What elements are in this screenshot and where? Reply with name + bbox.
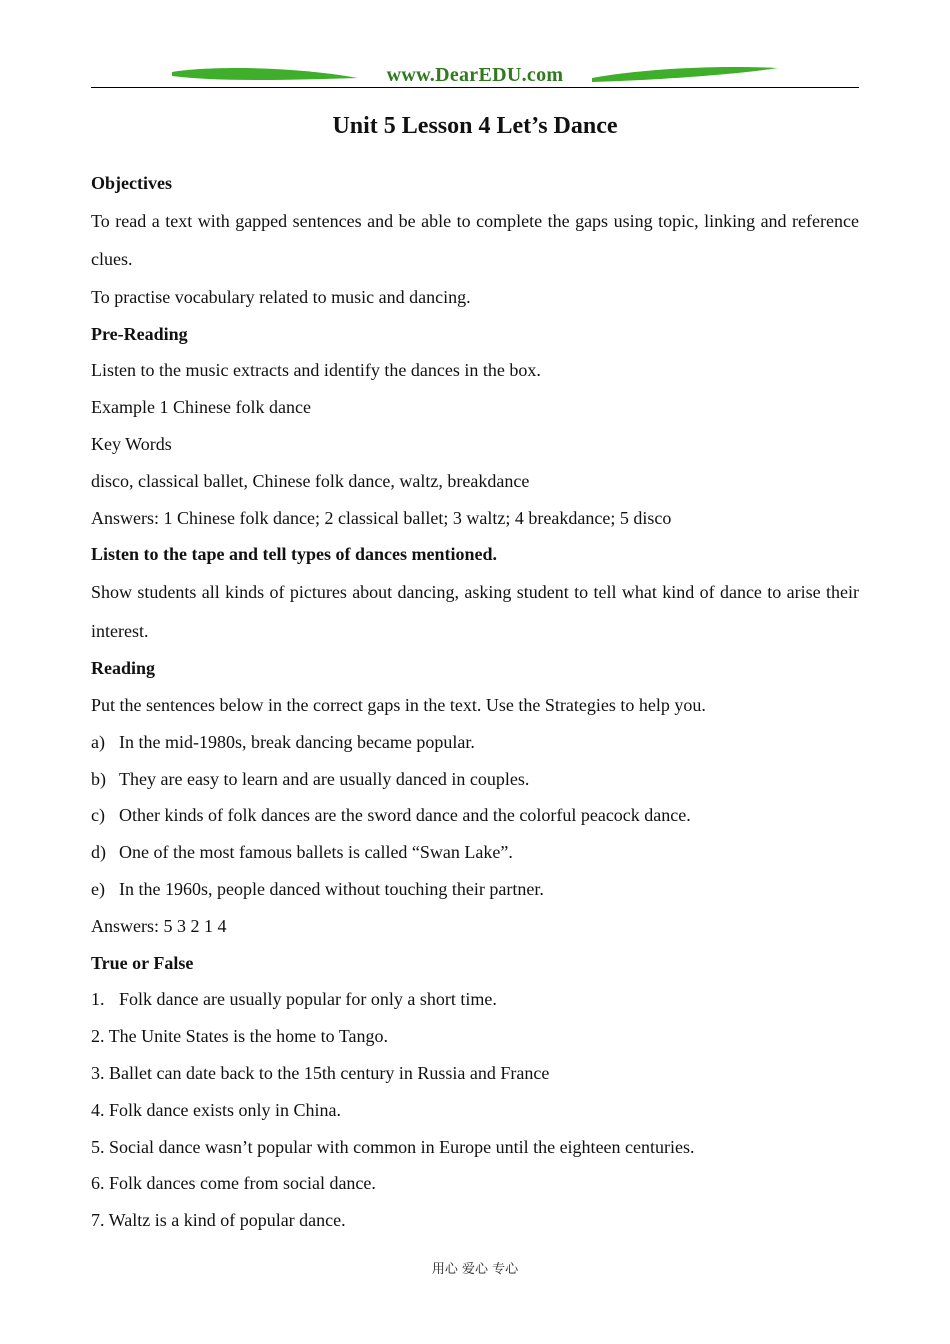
prereading-keywords: disco, classical ballet, Chinese folk dance, waltz, breakdance — [91, 470, 530, 491]
swoosh-right — [590, 60, 780, 90]
page-footer: 用心 爱心 专心 — [431, 1262, 519, 1277]
list-item — [91, 797, 859, 834]
reading-answers: Answers: 5 3 2 1 4 — [91, 915, 227, 936]
heading-prereading: Pre-Reading — [91, 323, 188, 344]
tf-item — [91, 981, 859, 1018]
document-body — [91, 165, 859, 1239]
list-marker: c) — [91, 805, 105, 826]
tf-item: 5. Social dance wasn’t popular with common in Europe until the eighteen centuries. — [91, 1136, 695, 1157]
prereading-keywords-label: Key Words — [91, 433, 172, 454]
heading-listen: Listen to the tape and tell types of dances mentioned. — [91, 544, 497, 565]
heading-reading: Reading — [91, 658, 156, 679]
list-item-text: In the mid-1980s, break dancing became popular. — [119, 731, 475, 752]
heading-objectives: Objectives — [91, 173, 172, 193]
list-marker: 1. — [91, 989, 105, 1010]
page-title: Unit 5 Lesson 4 Let’s Dance — [332, 113, 618, 139]
list-item — [91, 761, 859, 798]
swoosh-left — [170, 60, 360, 90]
tf-item: 2. The Unite States is the home to Tango. — [91, 1026, 389, 1047]
tf-item: 4. Folk dance exists only in China. — [91, 1099, 341, 1120]
list-marker: e) — [91, 878, 105, 899]
list-item-text: One of the most famous ballets is called “Swan Lake”. — [119, 842, 513, 863]
reading-instruction: Put the sentences below in the correct gaps in the text. Use the Strategies to help you. — [91, 694, 706, 715]
list-marker: a) — [91, 731, 105, 752]
list-marker: d) — [91, 842, 106, 863]
list-item — [91, 871, 859, 908]
objectives-paragraph-2: To practise vocabulary related to music and dancing. — [91, 286, 471, 307]
list-item — [91, 724, 859, 761]
prereading-line-1: Listen to the music extracts and identify the dances in the box. — [91, 360, 541, 381]
site-logo[interactable] — [170, 60, 780, 90]
site-logo-text: www.DearEDU.com — [386, 64, 564, 86]
listen-paragraph: Show students all kinds of pictures about dancing, asking student to tell what kind of dance to arise their interest. — [91, 582, 859, 641]
prereading-answers: Answers: 1 Chinese folk dance; 2 classical ballet; 3 waltz; 4 breakdance; 5 disco — [91, 507, 672, 528]
list-item-text: They are easy to learn and are usually danced in couples. — [119, 768, 530, 789]
list-item-text: In the 1960s, people danced without touching their partner. — [119, 878, 544, 899]
list-item — [91, 834, 859, 871]
list-item-text: Folk dance are usually popular for only a short time. — [119, 989, 497, 1010]
tf-item: 6. Folk dances come from social dance. — [91, 1173, 376, 1194]
list-marker: b) — [91, 768, 106, 789]
tf-item: 3. Ballet can date back to the 15th century in Russia and France — [91, 1062, 550, 1083]
prereading-example: Example 1 Chinese folk dance — [91, 397, 311, 418]
heading-true-false: True or False — [91, 952, 194, 973]
tf-item: 7. Waltz is a kind of popular dance. — [91, 1210, 346, 1231]
objectives-paragraph-1: To read a text with gapped sentences and be able to complete the gaps using topic, linking and reference clues. — [91, 210, 859, 270]
list-item-text: Other kinds of folk dances are the sword dance and the colorful peacock dance. — [119, 805, 691, 826]
